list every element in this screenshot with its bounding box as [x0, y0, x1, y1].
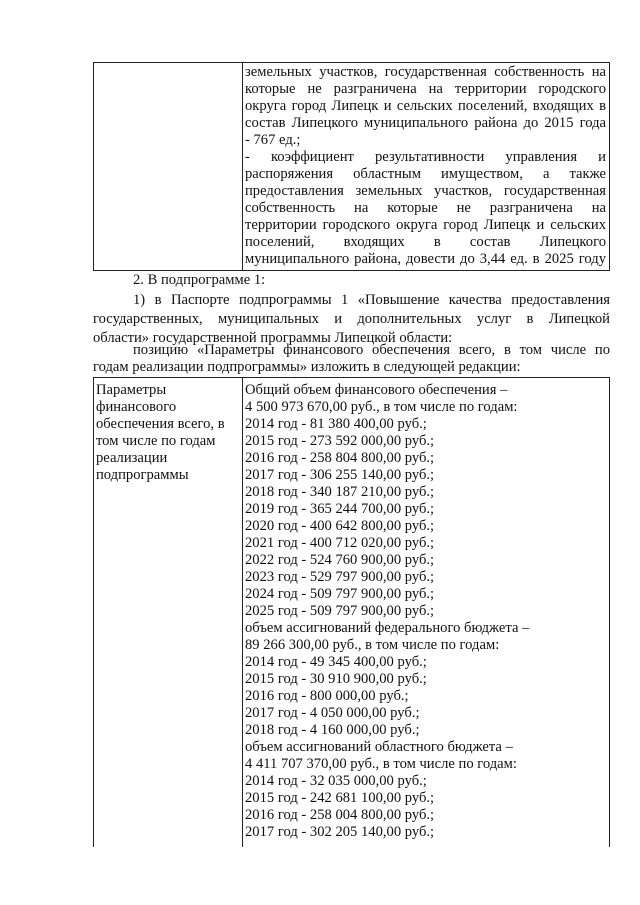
- funding-line: 2016 год - 800 000,00 руб.;: [245, 688, 409, 704]
- funding-line: 2017 год - 4 050 000,00 руб.;: [245, 705, 420, 721]
- table2-left-cell: [94, 378, 243, 847]
- parameter-label-line: том числе по годам: [96, 433, 216, 449]
- table1-line: муниципального района, довести до 3,44 ед. в 2025 году: [245, 251, 606, 267]
- funding-line: 2019 год - 365 244 700,00 руб.;: [245, 501, 435, 517]
- parameter-label-line: обеспечения всего, в: [96, 416, 225, 432]
- funding-line: 2014 год - 49 345 400,00 руб.;: [245, 654, 427, 670]
- funding-line: 2020 год - 400 642 800,00 руб.;: [245, 518, 435, 534]
- paragraph-line: государственных, муниципальных и дополнительных услуг в Липецкой: [93, 311, 610, 327]
- funding-line: Общий объем финансового обеспечения –: [245, 382, 508, 398]
- paragraph-line: 1) в Паспорте подпрограммы 1 «Повышение качества предоставления: [133, 292, 610, 308]
- table2-right-cell: [243, 378, 609, 847]
- table1-line: - 767 ед.;: [245, 132, 301, 148]
- paragraph-subprogram-heading: 2. В подпрограмме 1:: [133, 272, 266, 288]
- table1-line: земельных участков, государственная собственность на: [245, 64, 606, 80]
- funding-line: 4 500 973 670,00 руб., в том числе по годам:: [245, 399, 518, 415]
- funding-line: 2017 год - 302 205 140,00 руб.;: [245, 824, 435, 840]
- funding-line: 2025 год - 509 797 900,00 руб.;: [245, 603, 435, 619]
- table1-line: поселений, входящих в состав Липецкого: [245, 234, 606, 250]
- funding-line: 2015 год - 273 592 000,00 руб.;: [245, 433, 435, 449]
- table1-line: собственность на которые не разграничена на: [245, 200, 606, 216]
- parameter-label-line: реализации: [96, 450, 168, 466]
- table1-line: предоставления земельных участков, государственная: [245, 183, 606, 199]
- funding-line: 2014 год - 32 035 000,00 руб.;: [245, 773, 427, 789]
- funding-line: объем ассигнований областного бюджета –: [245, 739, 513, 755]
- continuation-table: [93, 62, 610, 271]
- funding-line: 2018 год - 340 187 210,00 руб.;: [245, 484, 435, 500]
- table1-line: - коэффициент результативности управления и: [245, 149, 606, 165]
- funding-line: 2024 год - 509 797 900,00 руб.;: [245, 586, 435, 602]
- funding-line: 2015 год - 30 910 900,00 руб.;: [245, 671, 427, 687]
- funding-line: 4 411 707 370,00 руб., в том числе по годам:: [245, 756, 517, 772]
- table1-line: которые не разграничена на территории городского: [245, 81, 606, 97]
- funding-line: 2023 год - 529 797 900,00 руб.;: [245, 569, 435, 585]
- funding-line: 2014 год - 81 380 400,00 руб.;: [245, 416, 427, 432]
- table1-line: территории городского округа город Липецк и сельских: [245, 217, 606, 233]
- funding-line: 2022 год - 524 760 900,00 руб.;: [245, 552, 435, 568]
- funding-line: 2016 год - 258 804 800,00 руб.;: [245, 450, 435, 466]
- funding-line: 89 266 300,00 руб., в том числе по годам:: [245, 637, 500, 653]
- paragraph-line: области» государственной программы Липецкой области:: [93, 330, 453, 346]
- funding-line: 2021 год - 400 712 020,00 руб.;: [245, 535, 435, 551]
- table1-line: распоряжения областным имуществом, а также: [245, 166, 606, 182]
- parameter-label-line: подпрограммы: [96, 467, 189, 483]
- funding-line: 2015 год - 242 681 100,00 руб.;: [245, 790, 435, 806]
- table1-left-cell: [94, 63, 243, 270]
- funding-line: 2018 год - 4 160 000,00 руб.;: [245, 722, 420, 738]
- funding-line: 2017 год - 306 255 140,00 руб.;: [245, 467, 435, 483]
- financing-parameters-table: [93, 377, 610, 847]
- paragraph-line: годам реализации подпрограммы» изложить в следующей редакции:: [93, 359, 521, 375]
- parameter-label-line: Параметры: [96, 382, 167, 398]
- paragraph-line: позицию «Параметры финансового обеспечения всего, в том числе по: [133, 342, 610, 358]
- funding-line: объем ассигнований федерального бюджета –: [245, 620, 530, 636]
- table1-right-cell: [243, 63, 609, 270]
- table1-line: состав Липецкого муниципального района до 2015 года: [245, 115, 606, 131]
- parameter-label-line: финансового: [96, 399, 177, 415]
- funding-line: 2016 год - 258 004 800,00 руб.;: [245, 807, 435, 823]
- table1-line: округа город Липецк и сельских поселений, входящих в: [245, 98, 606, 114]
